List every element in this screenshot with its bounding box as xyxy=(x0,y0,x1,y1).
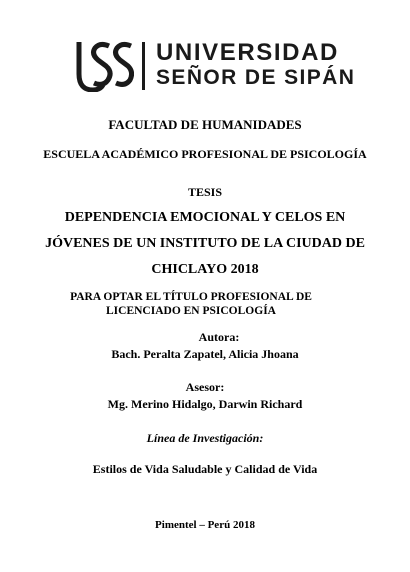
logo-text-line1: UNIVERSIDAD xyxy=(156,39,339,66)
place-and-date: Pimentel – Perú 2018 xyxy=(155,519,255,531)
author-name: Bach. Peralta Zapatel, Alicia Jhoana xyxy=(111,347,299,361)
purpose-line2: LICENCIADO EN PSICOLOGÍA xyxy=(106,305,276,317)
thesis-title-line1: DEPENDENCIA EMOCIONAL Y CELOS EN xyxy=(64,210,346,225)
thesis-title-line3: CHICLAYO 2018 xyxy=(151,262,259,277)
research-line-label: Línea de Investigación: xyxy=(146,431,264,445)
logo-divider xyxy=(142,42,145,90)
research-line-value: Estilos de Vida Saludable y Calidad de Vida xyxy=(92,462,318,476)
purpose-line1: PARA OPTAR EL TÍTULO PROFESIONAL DE xyxy=(70,291,312,303)
logo-text-line2: SEÑOR DE SIPÁN xyxy=(156,66,356,89)
author-label: Autora: xyxy=(198,330,240,344)
thesis-title-line2: JÓVENES DE UN INSTITUTO DE LA CIUDAD DE xyxy=(45,236,365,251)
advisor-label: Asesor: xyxy=(185,380,225,394)
document-type: TESIS xyxy=(187,185,223,199)
school-name: ESCUELA ACADÉMICO PROFESIONAL DE PSICOLOGÍA xyxy=(43,147,367,161)
faculty-name: FACULTAD DE HUMANIDADES xyxy=(108,117,302,132)
university-logo xyxy=(76,38,356,94)
uss-monogram-icon xyxy=(76,40,134,92)
advisor-name: Mg. Merino Hidalgo, Darwin Richard xyxy=(107,397,303,411)
